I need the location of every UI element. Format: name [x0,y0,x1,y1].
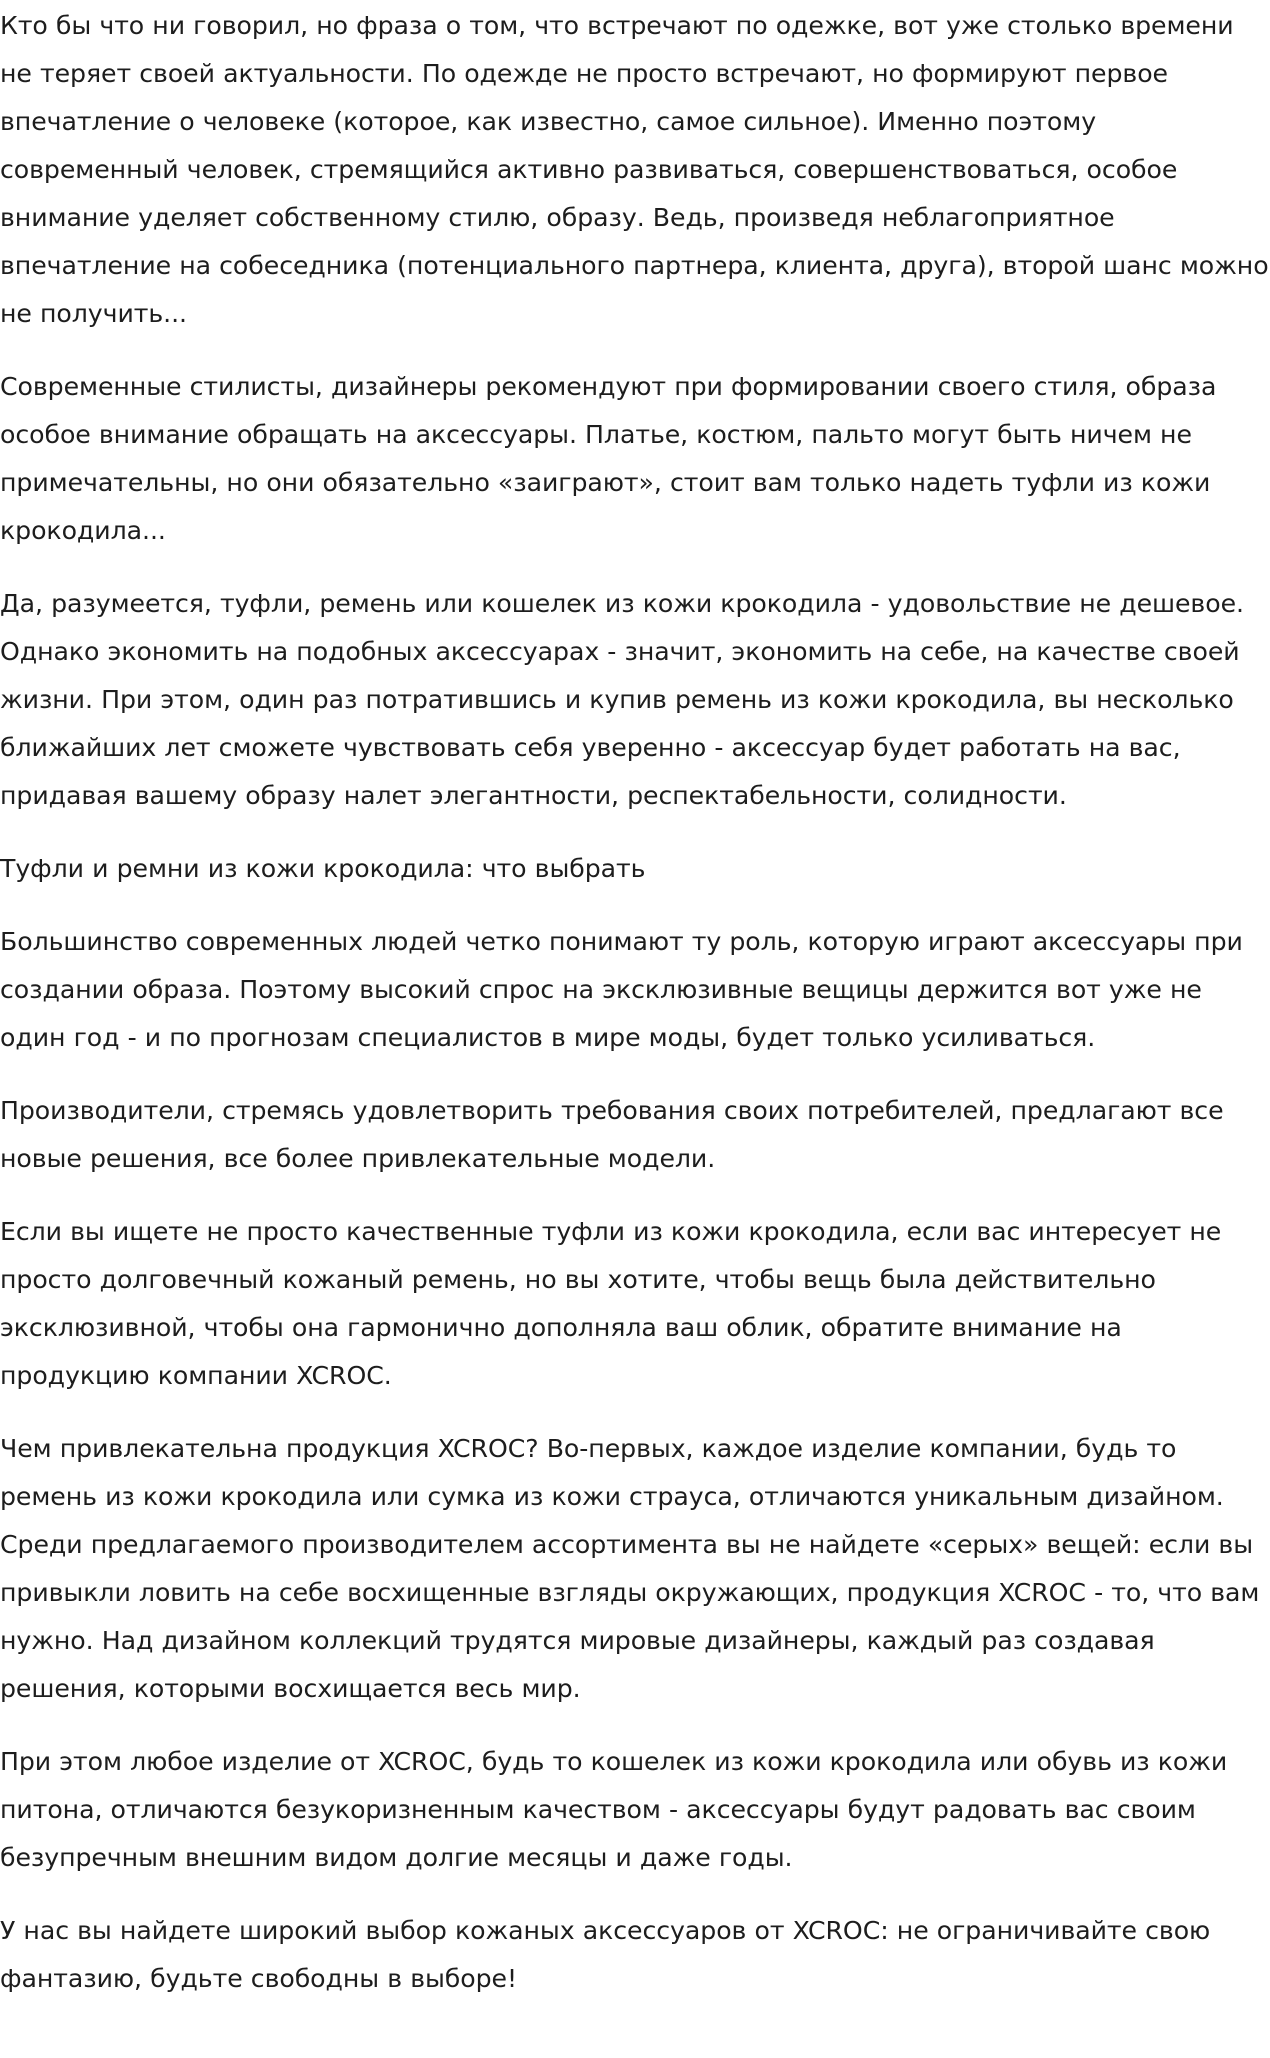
paragraph-price: Да, разумеется, туфли, ремень или кошелек из кожи крокодила - удовольствие не дешевое. Однако экономить на подобных аксессуарах - значит, экономить на себе, на качестве своей жизни. При этом, один раз потратившись и купив ремень из кожи крокодила, вы несколько ближайших лет сможете чувствовать себя уверенно - аксессуар будет работать на вас, придавая вашему образу налет элегантности, респектабельности, солидности. [0,589,1244,810]
article-body [0,2,1270,2003]
paragraph-closing: У нас вы найдете широкий выбор кожаных аксессуаров от XCROC: не ограничивайте свою фантазию, будьте свободны в выборе! [0,1916,1211,1993]
paragraph-xcroc-design: Чем привлекательна продукция XCROC? Во-первых, каждое изделие компании, будь то ремень из кожи крокодила или сумка из кожи страуса, отличаются уникальным дизайном. Среди предлагаемого производителем ассортимента вы не найдете «серых» вещей: если вы привыкли ловить на себе восхищенные взгляды окружающих, продукция XCROC - то, что вам нужно. Над дизайном коллекций трудятся мировые дизайнеры, каждый раз создавая решения, которыми восхищается весь мир. [0,1434,1260,1703]
paragraph-producers: Производители, стремясь удовлетворить требования своих потребителей, предлагают все новые решения, все более привлекательные модели. [0,1096,1224,1173]
paragraph-xcroc-intro: Если вы ищете не просто качественные туфли из кожи крокодила, если вас интересует не просто долговечный кожаный ремень, но вы хотите, чтобы вещь была действительно эксклюзивной, чтобы она гармонично дополняла ваш облик, обратите внимание на продукцию компании XCROC. [0,1217,1222,1390]
paragraph-demand: Большинство современных людей четко понимают ту роль, которую играют аксессуары при создании образа. Поэтому высокий спрос на эксклюзивные вещицы держится вот уже не один год - и по прогнозам специалистов в мире моды, будет только усиливаться. [0,927,1243,1052]
paragraph-stylists: Современные стилисты, дизайнеры рекомендуют при формировании своего стиля, образа особое внимание обращать на аксессуары. Платье, костюм, пальто могут быть ничем не примечательны, но они обязательно «заиграют», стоит вам только надеть туфли из кожи крокодила... [0,372,1217,545]
section-heading: Туфли и ремни из кожи крокодила: что выбрать [0,854,646,883]
paragraph-xcroc-quality: При этом любое изделие от XCROC, будь то кошелек из кожи крокодила или обувь из кожи питона, отличаются безукоризненным качеством - аксессуары будут радовать вас своим безупречным внешним видом долгие месяцы и даже годы. [0,1747,1228,1872]
paragraph-intro: Кто бы что ни говорил, но фраза о том, что встречают по одежке, вот уже столько времени не теряет своей актуальности. По одежде не просто встречают, но формируют первое впечатление о человеке (которое, как известно, самое сильное). Именно поэтому современный человек, стремящийся активно развиваться, совершенствоваться, особое внимание уделяет собственному стилю, образу. Ведь, произведя неблагоприятное впечатление на собеседника (потенциального партнера, клиента, друга), второй шанс можно не получить... [0,11,1269,328]
